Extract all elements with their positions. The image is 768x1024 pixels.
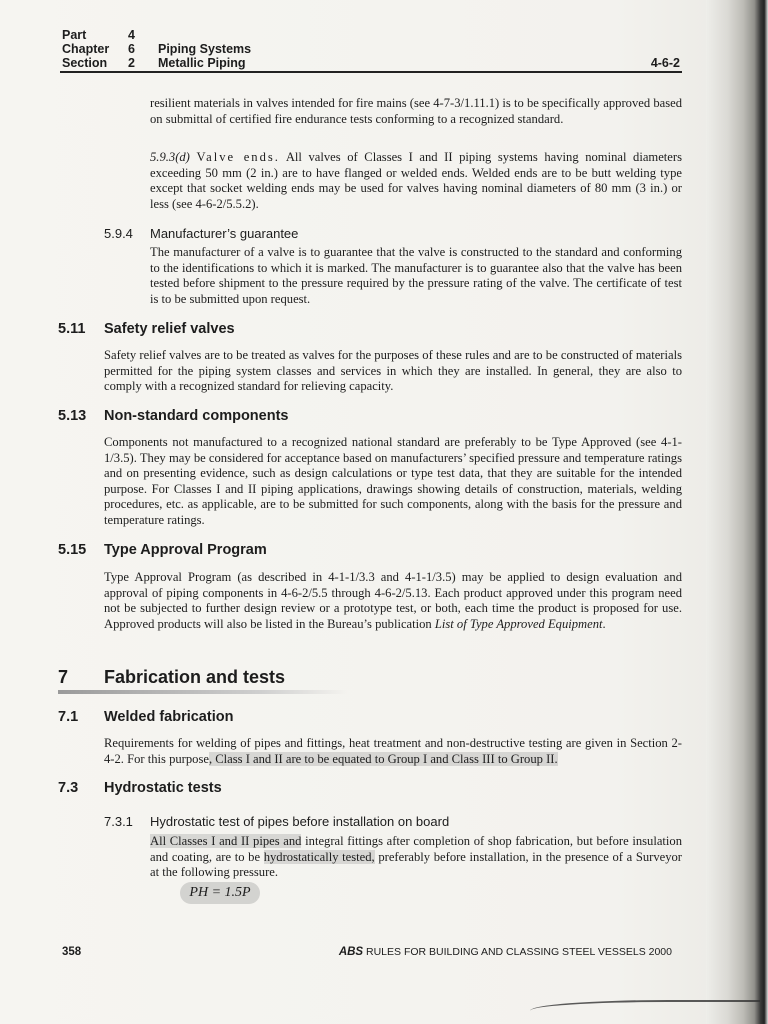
part-label: Part	[62, 28, 87, 42]
section-number: 5.11	[58, 321, 86, 337]
paragraph-5-15	[104, 570, 682, 632]
subsection-heading-5-9-4	[104, 226, 504, 242]
section-title: Type Approval Program	[104, 542, 267, 558]
section-title: Non-standard components	[104, 408, 289, 424]
clause-title: Valve ends.	[196, 150, 280, 164]
paragraph-text: Requirements for welding of pipes and fittings, heat treatment and non-destructive testing are given in Section 2-4-2. For this purpose	[104, 736, 682, 766]
paragraph-5-11: Safety relief valves are to be treated as valves for the purposes of these rules and are to be constructed of materials permitted for the piping system classes and services in which they are installed. In general, they are also to comply with a recognized standard for relieving capacity.	[104, 348, 682, 394]
paragraph-5-13: Components not manufactured to a recognized national standard are preferably to be Type Approved (see 4-1-1/3.5). They may be considered for acceptance based on manufacturers’ specified pressure and temperature ratings and on presenting evidence, such as design calculations or type test data, that they are suitable for the intended purpose. For Classes I and II piping applications, drawings showing details of construction, materials, welding procedures, etc. as applicable, are to be submitted for such components, along with the basis for the pressure and temperature ratings.	[104, 435, 682, 527]
running-header	[62, 28, 680, 72]
section-heading-5-11	[58, 321, 458, 339]
paragraph-main: Type Approval Program (as described in 4-1-1/3.3 and 4-1-1/3.5) may be applied to design evaluation and approval of piping components in 4-6-2/5.5 through 4-6-2/5.13. Each product approved under this program need not be subjected to further design review or a prototype test, or both, each time the product is proposed for use. Approved products will also be listed in the Bureau’s publication	[104, 570, 682, 631]
pressure-formula: PH = 1.5P	[180, 882, 260, 904]
section-heading-7-3	[58, 780, 458, 798]
chapter-number: 6	[128, 42, 135, 56]
paragraph-end: .	[602, 616, 606, 631]
section-number: 2	[128, 56, 135, 70]
paragraph-5-9-4: The manufacturer of a valve is to guarantee that the valve is constructed to the standard and conforming to the identifications to which it is marked. The manufacturer is to guarantee also that the valve has been tested before shipment to the pressure required by the pressure rating of the valve. The certificate of test is to be submitted upon request.	[150, 245, 682, 306]
paragraph-text: integral fittings after completion of shop fabrication, but before insulation and coating, are to be	[150, 834, 683, 864]
section-heading-5-13	[58, 408, 458, 426]
section-number: 7.1	[58, 709, 79, 725]
section-title: Metallic Piping	[158, 56, 246, 70]
subsection-title: Hydrostatic test of pipes before installation on board	[150, 814, 450, 829]
highlighted-text: , Class I and II are to be equated to Group I and Class III to Group II.	[208, 751, 558, 766]
paragraph-7-3-1	[150, 834, 682, 881]
clause-number: 5.9.3(d)	[150, 150, 190, 164]
footer-title	[339, 946, 672, 958]
page-number: 358	[62, 946, 82, 958]
paragraph-7-1	[104, 736, 682, 767]
page-binding-edge	[706, 0, 768, 1024]
abs-logo-text: ABS	[338, 946, 364, 958]
highlighted-text-2: hydrostatically tested,	[263, 849, 375, 864]
heading-number: 7	[58, 667, 69, 687]
publication-title: List of Type Approved Equipment	[434, 616, 603, 631]
section-number: 5.15	[58, 542, 87, 558]
chapter-title: Piping Systems	[158, 42, 252, 56]
header-rule	[60, 71, 682, 73]
clause-text: All valves of Classes I and II piping systems having nominal diameters exceeding 50 mm (2 in.) are to have flanged or welded ends. Welded ends are to be butt welding type except that socket welding ends may be used for valves having nominal diameters of 80 mm (3 in.) or less (see 4-6-2/5.5.2).	[150, 150, 682, 211]
section-title: Welded fabrication	[104, 709, 234, 725]
subsection-heading-7-3-1	[104, 814, 604, 830]
publication-name: RULES FOR BUILDING AND CLASSING STEEL VESSELS 2000	[366, 946, 672, 958]
page-curl-shadow	[530, 1000, 760, 1018]
heading-title: Fabrication and tests	[104, 667, 286, 687]
heading-rule	[58, 690, 348, 694]
section-number: 7.3	[58, 780, 79, 796]
paragraph-text-2: preferably before installation, in the presence of a Surveyor at the following pressure.	[150, 849, 683, 880]
subsection-title: Manufacturer’s guarantee	[150, 226, 299, 241]
paragraph-5-9-3d	[150, 150, 682, 212]
chapter-heading-7	[58, 667, 458, 689]
section-title: Safety relief valves	[104, 321, 235, 337]
paragraph-intro: resilient materials in valves intended for fire mains (see 4-7-3/1.11.1) is to be specifically approved based on submittal of certified fire endurance tests conforming to a recognized standard.	[150, 96, 682, 126]
header-code: 4-6-2	[650, 56, 680, 70]
subsection-number: 5.9.4	[104, 226, 133, 241]
highlighted-text: All Classes I and II pipes and	[150, 834, 302, 848]
section-title: Hydrostatic tests	[104, 780, 222, 796]
section-heading-5-15	[58, 542, 458, 560]
part-number: 4	[128, 28, 135, 42]
section-heading-7-1	[58, 709, 458, 727]
chapter-label: Chapter	[62, 42, 110, 56]
section-label: Section	[62, 56, 108, 70]
section-number: 5.13	[58, 408, 87, 424]
subsection-number: 7.3.1	[104, 814, 133, 829]
